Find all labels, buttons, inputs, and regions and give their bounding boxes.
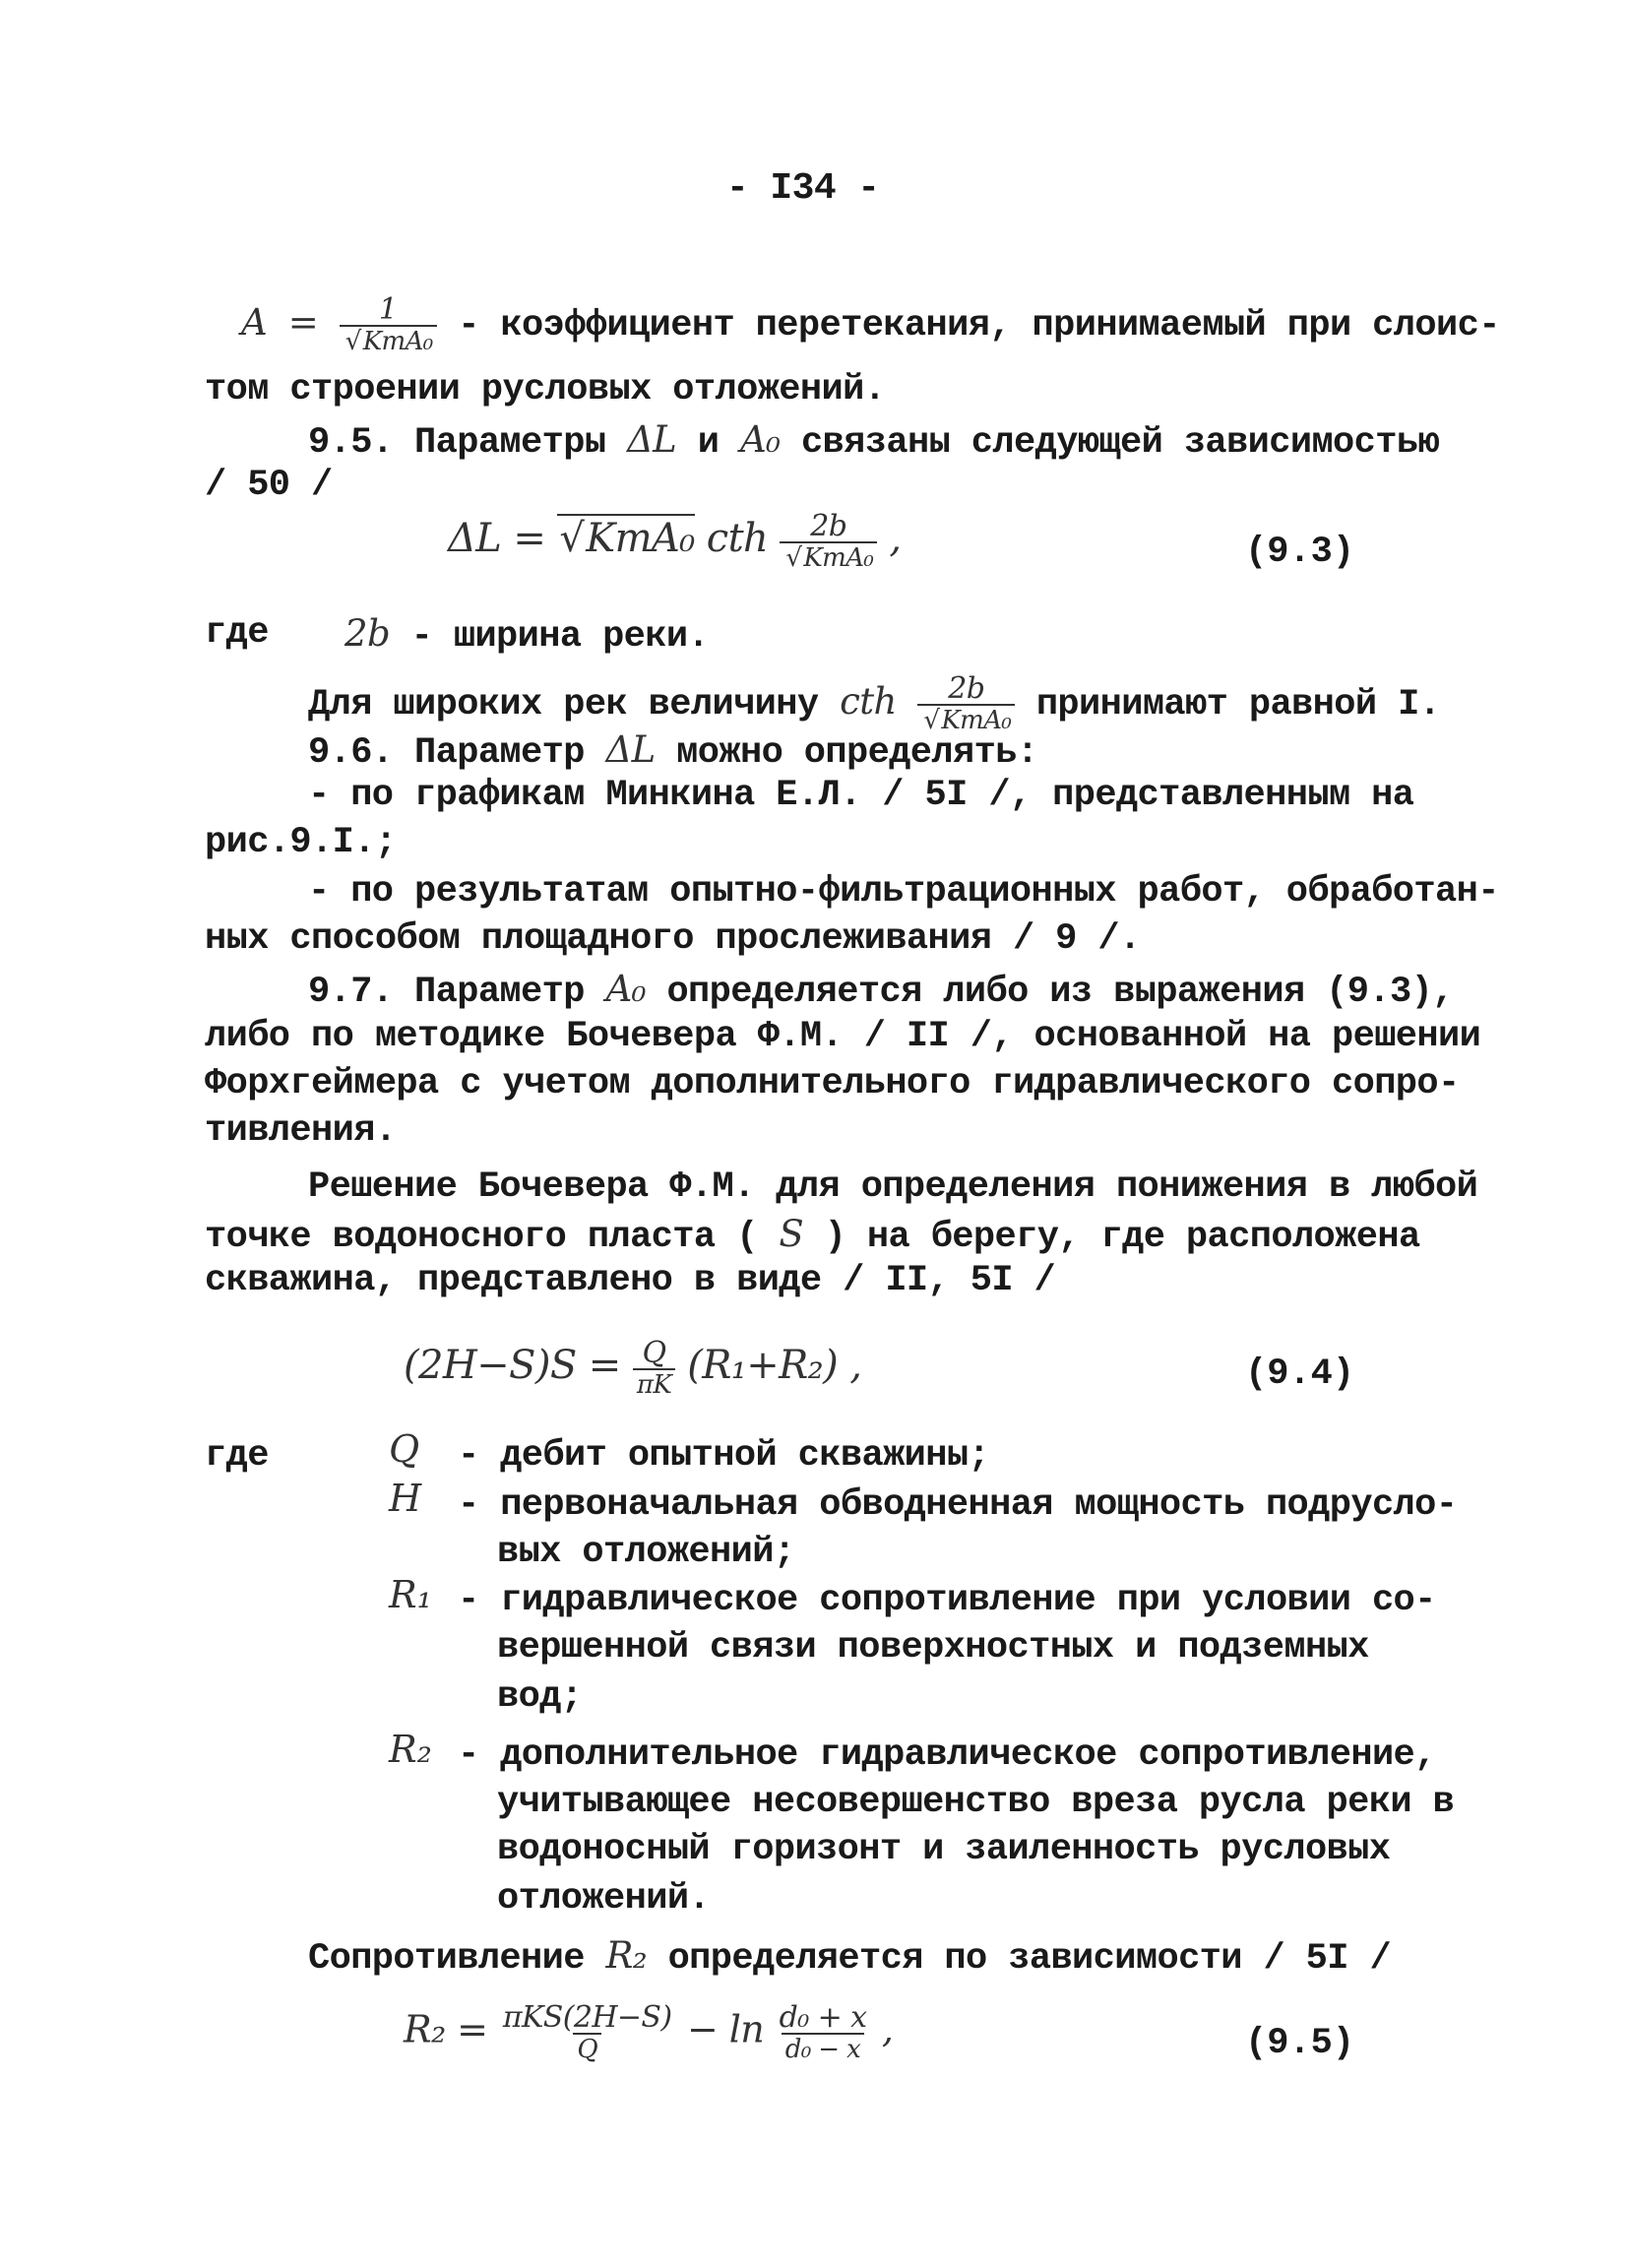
symbol-delta-L-2: ΔL — [605, 728, 656, 771]
text-line-19: скважина, представлено в виде / II, 5I / — [205, 1260, 1056, 1301]
text-line-12: ных способом площадного прослеживания / 9 /. — [205, 918, 1141, 960]
def-symbol-Q: Q — [389, 1427, 420, 1471]
def-R2-text-4: отложений. — [497, 1878, 711, 1920]
equation-number-9-4: (9.4) — [1245, 1354, 1355, 1395]
l7-denominator: √ KmA₀ — [921, 704, 1011, 735]
formula-A-numerator: 1 — [378, 292, 398, 327]
text-line-7 — [308, 671, 1441, 735]
l7-cth: cth — [840, 679, 897, 723]
text-line-6-def — [344, 612, 709, 658]
def-symbol-R2: R₂ — [389, 1728, 432, 1771]
formula-A-fraction — [340, 292, 437, 356]
formula-A-denominator: √ KmA₀ — [344, 325, 433, 356]
eq94-lhs: (2H−S)S = — [404, 1343, 621, 1388]
text-line-16: тивления. — [205, 1110, 397, 1152]
text-line-3b: и — [697, 422, 720, 464]
text-line-6 — [205, 612, 269, 654]
where-label-2: где — [205, 1435, 269, 1477]
text-line-3c: связаны следующей зависимостью — [800, 422, 1440, 464]
symbol-A0: A₀ — [739, 418, 781, 461]
def-R2-text-3: водоносный горизонт и заиленность русловых — [497, 1829, 1391, 1870]
equation-number-9-5: (9.5) — [1245, 2023, 1355, 2064]
text-line-1: A = 1 √ KmA₀ - коэффициент перетекания, принимаемый при слоис- — [241, 295, 1500, 354]
eq94-denominator: πK — [633, 1368, 675, 1398]
text-line-13a: 9.7. Параметр — [308, 972, 585, 1013]
text-line-4: / 50 / — [205, 465, 333, 506]
text-line-18b: ) на берегу, где расположена — [824, 1217, 1420, 1258]
text-line-8a: 9.6. Параметр — [308, 732, 585, 774]
eq93-comma: , — [889, 516, 902, 561]
resistance-b: определяется по зависимости / 5I / — [667, 1938, 1392, 1980]
eq93-sqrt: √ KmA₀ — [557, 514, 694, 561]
text-line-8 — [308, 728, 1037, 774]
l7-numerator: 2b — [948, 671, 985, 706]
eq95-numerator: πKS(2H−S) — [502, 2000, 672, 2035]
text-line-2: том строении русловых отложений. — [205, 369, 886, 410]
text-line-17: Решение Бочевера Ф.М. для определения понижения в любой — [308, 1166, 1478, 1208]
eq93-numerator: 2b — [810, 509, 847, 543]
def-R1-text-1: - гидравлическое сопротивление при условии со- — [458, 1580, 1436, 1621]
text-line-14: либо по методике Бочевера Ф.М. / II /, основанной на решении — [205, 1016, 1481, 1057]
text-line-13 — [308, 968, 1454, 1013]
text-line-18 — [205, 1213, 1420, 1258]
text-line-11: - по результатам опытно-фильтрационных работ, обработан- — [308, 871, 1499, 913]
text-line-1-body: - коэффициент перетекания, принимаемый при слоис- — [458, 304, 1500, 346]
page-number: - I34 - — [726, 167, 880, 210]
def-R2-text-1: - дополнительное гидравлическое сопротивление, — [458, 1734, 1436, 1776]
def-H-text-2: вых отложений; — [497, 1532, 795, 1573]
eq95-denominator: Q — [573, 2033, 601, 2062]
def-R1-text-2: вершенной связи поверхностных и подземных — [497, 1627, 1369, 1669]
eq95-comma: , — [881, 2007, 894, 2051]
eq94-rhs: (R₁+R₂) , — [687, 1343, 862, 1388]
eq94-numerator: Q — [642, 1336, 666, 1370]
equation-9-4 — [404, 1336, 862, 1400]
eq95-numerator-2: d₀ + x — [779, 2000, 867, 2035]
text-line-13b: определяется либо из выражения (9.3), — [666, 972, 1454, 1013]
eq93-lhs: ΔL = — [448, 516, 546, 561]
text-line-8b: можно определять: — [676, 732, 1038, 774]
text-line-3a: 9.5. Параметры — [308, 422, 606, 464]
equation-9-5 — [404, 2000, 894, 2064]
def-symbol-H: H — [389, 1477, 422, 1520]
symbol-2b: 2b — [344, 612, 391, 655]
text-line-9: - по графикам Минкина Е.Л. / 5I /, представленным на — [308, 775, 1414, 816]
text-line-18a: точке водоносного пласта ( — [205, 1217, 758, 1258]
symbol-S: S — [779, 1213, 804, 1255]
text-line-7a: Для широких рек величину — [308, 683, 819, 725]
where-label: где — [205, 612, 269, 654]
symbol-A0-2: A₀ — [605, 968, 646, 1010]
def-R2-text-2: учитывающее несовершенство вреза русла реки в — [497, 1782, 1455, 1823]
def-H-text-1: - первоначальная обводненная мощность подрусло- — [458, 1484, 1458, 1526]
eq95-denominator-2: d₀ − x — [782, 2033, 864, 2062]
text-line-10: рис.9.I.; — [205, 822, 397, 863]
formula-A: A — [241, 300, 268, 344]
text-line-15: Форхгеймера с учетом дополнительного гидравлического сопро- — [205, 1063, 1460, 1104]
eq95-lhs: R₂ = — [404, 2007, 488, 2051]
equation-9-3 — [448, 509, 902, 573]
def-R1-text-3: вод; — [497, 1676, 583, 1718]
resistance-a: Сопротивление — [308, 1938, 585, 1980]
symbol-delta-L: ΔL — [627, 418, 677, 461]
text-line-resistance — [308, 1934, 1391, 1980]
text-line-6-body: - ширина реки. — [410, 616, 710, 658]
equation-number-9-3: (9.3) — [1245, 532, 1355, 573]
text-line-3 — [308, 418, 1439, 464]
eq95-ln: − ln — [686, 2007, 765, 2051]
eq93-cth: cth — [706, 516, 769, 561]
def-Q-text: - дебит опытной скважины; — [458, 1435, 990, 1477]
def-symbol-R1: R₁ — [389, 1573, 432, 1616]
eq93-denominator: √ KmA₀ — [783, 541, 873, 573]
symbol-R2: R₂ — [605, 1934, 647, 1977]
text-line-7b: принимают равной I. — [1035, 683, 1441, 725]
